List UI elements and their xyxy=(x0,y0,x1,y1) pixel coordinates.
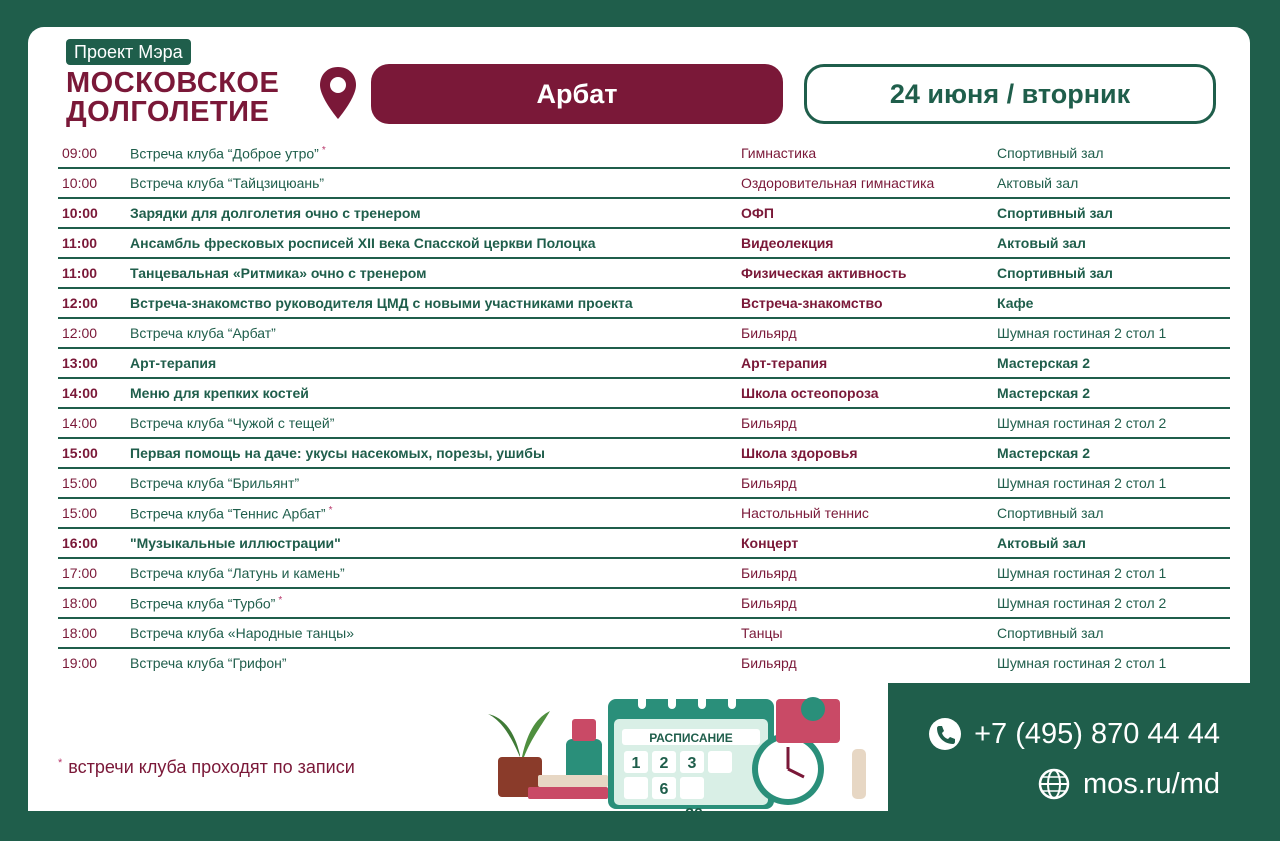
schedule-row xyxy=(58,529,1230,559)
schedule-place: Мастерская 2 xyxy=(997,385,1091,401)
schedule-place: Шумная гостиная 2 стол 2 xyxy=(997,415,1167,431)
schedule-title: Встреча клуба «Народные танцы» xyxy=(130,625,355,641)
schedule-category: Арт-терапия xyxy=(741,355,828,371)
schedule-row xyxy=(58,439,1230,469)
schedule-title: Первая помощь на даче: укусы насекомых, порезы, ушибы xyxy=(130,445,545,461)
schedule-row xyxy=(58,169,1230,199)
globe-icon xyxy=(1037,767,1071,801)
schedule-title: Встреча клуба “Брильянт” xyxy=(130,475,300,491)
schedule-place: Спортивный зал xyxy=(997,145,1104,161)
schedule-title: Танцевальная «Ритмика» очно с тренером xyxy=(130,265,427,281)
schedule-time: 11:00 xyxy=(62,265,98,281)
logo-line-2: ДОЛГОЛЕТИЕ xyxy=(66,96,270,128)
schedule-place: Спортивный зал xyxy=(997,625,1104,641)
location-label: Арбат xyxy=(371,64,783,124)
schedule-category: Физическая активность xyxy=(741,265,907,281)
registration-star: * xyxy=(328,505,333,516)
plant-leaf xyxy=(488,714,520,757)
schedule-category: ОФП xyxy=(741,205,774,221)
schedule-title: Ансамбль фресковых росписей XII века Спасской церкви Полоцка xyxy=(130,235,596,251)
schedule-category: Бильярд xyxy=(741,655,797,671)
schedule-time: 12:00 xyxy=(62,325,98,341)
schedule-category: Концерт xyxy=(741,535,799,551)
schedule-row xyxy=(58,319,1230,349)
phone-number: +7 (495) 870 44 44 xyxy=(974,717,1220,750)
schedule-title: Встреча клуба “Тайцзицюань” xyxy=(130,175,325,191)
calendar-cell: 3 xyxy=(687,755,697,772)
schedule-time: 15:00 xyxy=(62,445,98,461)
schedule-category: Встреча-знакомство xyxy=(741,295,883,311)
schedule-row xyxy=(58,289,1230,319)
schedule-time: 15:00 xyxy=(62,505,98,521)
schedule-row xyxy=(58,229,1230,259)
calendar-cell: 20 xyxy=(685,806,703,823)
schedule-title: Встреча клуба “Турбо” * xyxy=(130,595,283,612)
schedule-place: Шумная гостиная 2 стол 1 xyxy=(997,565,1167,581)
schedule-row xyxy=(58,199,1230,229)
schedule-row xyxy=(58,409,1230,439)
schedule-title: Встреча клуба “Доброе утро” * xyxy=(130,145,326,162)
schedule-row xyxy=(58,619,1230,649)
footnote-text: встречи клуба проходят по записи xyxy=(68,757,355,777)
schedule-title: Встреча клуба “Теннис Арбат” * xyxy=(130,505,333,522)
schedule-card xyxy=(28,27,1250,823)
schedule-time: 19:00 xyxy=(62,655,98,671)
schedule-time: 10:00 xyxy=(62,175,98,191)
schedule-category: Бильярд xyxy=(741,565,797,581)
schedule-row xyxy=(58,499,1230,529)
registration-star: * xyxy=(321,145,326,156)
date-label: 24 июня / вторник xyxy=(804,64,1216,124)
schedule-place: Шумная гостиная 2 стол 2 xyxy=(997,595,1167,611)
schedule-time: 17:00 xyxy=(62,565,98,581)
footnote-star: * xyxy=(58,757,63,769)
schedule-illustration xyxy=(468,659,868,823)
schedule-time: 14:00 xyxy=(62,415,98,431)
calendar-cell: 6 xyxy=(659,781,669,798)
schedule-category: Бильярд xyxy=(741,475,797,491)
schedule-row xyxy=(58,469,1230,499)
logo-line-1: МОСКОВСКОЕ xyxy=(66,67,280,99)
schedule-title: Встреча клуба “Чужой с тещей” xyxy=(130,415,335,431)
schedule-category: Бильярд xyxy=(741,415,797,431)
schedule-time: 09:00 xyxy=(62,145,98,161)
schedule-place: Мастерская 2 xyxy=(997,355,1091,371)
website-url: mos.ru/md xyxy=(1083,767,1220,800)
schedule-title: "Музыкальные иллюстрации" xyxy=(130,535,341,551)
project-badge: Проект Мэра xyxy=(66,39,191,65)
schedule-place: Спортивный зал xyxy=(997,505,1104,521)
calendar-cell: 1 xyxy=(631,755,641,772)
schedule-title: Встреча клуба “Грифон” xyxy=(130,655,287,671)
schedule-time: 18:00 xyxy=(62,595,98,611)
schedule-title: Встреча-знакомство руководителя ЦМД с новыми участниками проекта xyxy=(130,295,633,311)
schedule-place: Шумная гостиная 2 стол 1 xyxy=(997,655,1167,671)
schedule-place: Актовый зал xyxy=(997,235,1086,251)
schedule-time: 13:00 xyxy=(62,355,98,371)
schedule-category: Бильярд xyxy=(741,325,797,341)
calendar-title: РАСПИСАНИЕ xyxy=(649,731,733,745)
schedule-category: Школа здоровья xyxy=(741,445,858,461)
phone-contact[interactable] xyxy=(928,717,1220,751)
schedule-category: Школа остеопороза xyxy=(741,385,879,401)
schedule-place: Шумная гостиная 2 стол 1 xyxy=(997,325,1167,341)
footer-left-panel xyxy=(28,683,498,811)
schedule-row xyxy=(58,139,1230,169)
plant-leaf xyxy=(522,711,550,757)
schedule-place: Актовый зал xyxy=(997,535,1086,551)
schedule-category: Гимнастика xyxy=(741,145,817,161)
footnote xyxy=(58,757,355,778)
schedule-category: Бильярд xyxy=(741,595,797,611)
schedule-category: Видеолекция xyxy=(741,235,834,251)
schedule-table xyxy=(58,139,1230,677)
books xyxy=(528,787,608,799)
schedule-place: Актовый зал xyxy=(997,175,1079,191)
schedule-row xyxy=(58,589,1230,619)
calendar-cell: 2 xyxy=(659,755,669,772)
schedule-time: 10:00 xyxy=(62,205,98,221)
schedule-title: Встреча клуба “Латунь и камень” xyxy=(130,565,345,581)
schedule-row xyxy=(58,259,1230,289)
schedule-time: 16:00 xyxy=(62,535,98,551)
schedule-place: Мастерская 2 xyxy=(997,445,1091,461)
schedule-place: Спортивный зал xyxy=(997,205,1113,221)
schedule-place: Спортивный зал xyxy=(997,265,1113,281)
registration-star: * xyxy=(278,595,283,606)
schedule-title: Зарядки для долголетия очно с тренером xyxy=(130,205,421,221)
schedule-category: Оздоровительная гимнастика xyxy=(741,175,935,191)
schedule-row xyxy=(58,349,1230,379)
schedule-time: 18:00 xyxy=(62,625,98,641)
website-contact[interactable] xyxy=(1037,767,1220,801)
schedule-title: Встреча клуба “Арбат” xyxy=(130,325,276,341)
schedule-time: 12:00 xyxy=(62,295,98,311)
schedule-row xyxy=(58,379,1230,409)
schedule-time: 11:00 xyxy=(62,235,98,251)
location-pin-icon xyxy=(318,65,358,121)
logo xyxy=(66,69,279,127)
ball xyxy=(801,697,825,721)
schedule-time: 15:00 xyxy=(62,475,98,491)
schedule-title: Арт-терапия xyxy=(130,355,217,371)
schedule-place: Кафе xyxy=(997,295,1034,311)
schedule-title: Меню для крепких костей xyxy=(130,385,309,401)
phone-icon xyxy=(928,717,962,751)
schedule-time: 14:00 xyxy=(62,385,98,401)
schedule-category: Настольный теннис xyxy=(741,505,869,521)
schedule-row xyxy=(58,559,1230,589)
schedule-place: Шумная гостиная 2 стол 1 xyxy=(997,475,1167,491)
schedule-category: Танцы xyxy=(741,625,783,641)
